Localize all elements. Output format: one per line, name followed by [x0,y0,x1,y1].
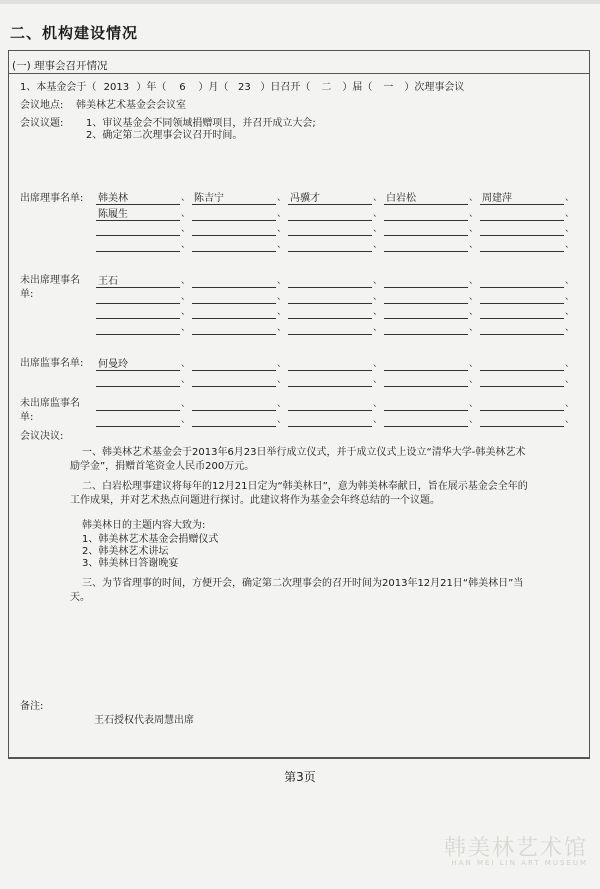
name-cell [192,373,288,387]
person-name: 冯骥才 [290,193,320,204]
intro-text: ）月（ [198,82,229,93]
name-cell [96,321,192,335]
name-underline [192,204,276,205]
name-underline [288,251,372,252]
name-row [96,413,580,427]
present-supervisors-label: 出席监事名单: [20,358,84,369]
name-separator: 、 [564,374,574,385]
name-separator: 、 [564,359,574,369]
name-cell [384,207,480,221]
topics-label: 会议议题: [20,118,64,129]
subsection-title: (一) 理事会召开情况 [12,60,108,72]
name-underline [480,318,564,319]
absent-supervisors-label: 未出席监事名单: [20,398,80,423]
location-label: 会议地点: [20,100,64,111]
intro-text: 1、本基金会于（ [20,82,97,93]
watermark-en: HAN MEI LIN ART MUSEUM [451,859,588,867]
topic-item: 2、确定第二次理事会议召开时间。 [86,130,243,141]
name-cell [384,305,480,319]
name-separator: 、 [180,208,190,219]
name-separator: 、 [372,193,382,203]
name-underline [384,370,468,371]
name-underline [480,370,564,371]
name-separator: 、 [276,322,286,333]
name-underline [96,235,180,236]
name-underline [480,235,564,236]
name-cell [384,274,480,288]
name-underline [96,287,180,288]
name-underline [288,334,372,335]
name-separator: 、 [468,276,478,286]
name-separator: 、 [564,414,574,425]
name-cell [192,222,288,236]
name-cell [480,238,576,252]
name-separator: 、 [180,322,190,333]
name-row [96,274,580,288]
name-underline [480,287,564,288]
absent-directors-label: 未出席理事名单: [20,275,80,300]
name-row [96,357,580,371]
name-separator: 、 [468,307,478,317]
name-cell [384,222,480,236]
page-number: 第3页 [284,770,316,784]
name-separator: 、 [276,239,286,250]
name-cell [384,238,480,252]
name-cell [288,305,384,319]
name-cell [480,207,576,221]
name-row [96,238,580,252]
intro-text: ）日召开（ [260,82,311,93]
name-row [96,321,580,335]
name-separator: 、 [372,399,382,409]
name-separator: 、 [180,224,190,234]
person-name: 陈履生 [98,208,128,220]
name-row [96,305,580,319]
name-underline [288,287,372,288]
name-cell [192,290,288,304]
meeting-day: 23 [238,82,251,93]
name-cell [288,413,384,427]
name-cell [480,413,576,427]
name-separator: 、 [372,359,382,369]
name-underline [480,386,564,387]
name-separator: 、 [468,239,478,250]
name-separator: 、 [180,374,190,385]
name-underline [384,334,468,335]
name-cell [480,321,576,335]
name-cell [480,274,576,288]
name-cell [192,305,288,319]
name-row [96,207,580,221]
name-underline [192,370,276,371]
name-separator: 、 [372,239,382,250]
resolution-1: 一、韩美林艺术基金会于2013年6月23日举行成立仪式，并于成立仪式上设立“清华大学-韩美林艺术励学金”，捐赠首笔资金人民币200万元。 [70,447,526,472]
resolutions-label: 会议决议: [20,431,64,442]
resolution-2-intro: 韩美林日的主题内容大致为: [82,520,206,531]
resolution-2-item: 3、韩美林日答谢晚宴 [82,558,179,569]
name-separator: 、 [564,224,574,234]
name-cell [288,238,384,252]
name-separator: 、 [180,307,190,317]
name-underline [96,303,180,304]
name-underline [480,204,564,205]
name-separator: 、 [180,359,190,369]
name-separator: 、 [180,399,190,409]
name-underline [96,426,180,427]
name-separator: 、 [372,307,382,317]
museum-watermark [438,831,588,871]
name-cell [384,321,480,335]
name-underline [480,251,564,252]
person-name: 王石 [98,276,118,287]
name-separator: 、 [468,374,478,385]
watermark-cn: 韩美林艺术馆 [443,836,588,861]
person-name: 白岩松 [386,193,416,204]
name-separator: 、 [180,193,190,203]
name-cell [192,357,288,371]
name-cell [384,191,480,205]
name-separator: 、 [468,208,478,219]
name-cell [96,357,192,371]
name-cell [288,274,384,288]
name-underline [288,318,372,319]
name-separator: 、 [276,224,286,234]
name-cell [96,207,192,221]
meeting-year: 2013 [103,82,130,93]
name-underline [480,303,564,304]
name-cell [480,290,576,304]
name-cell [96,305,192,319]
name-separator: 、 [468,399,478,409]
name-cell [288,290,384,304]
name-cell [288,321,384,335]
present-directors-label: 出席理事名单: [20,193,84,204]
name-underline [96,386,180,387]
name-separator: 、 [564,239,574,250]
name-underline [96,410,180,411]
name-row [96,290,580,304]
section-title: 二、机构建设情况 [10,24,139,42]
name-underline [384,220,468,221]
name-underline [288,204,372,205]
name-separator: 、 [372,322,382,333]
name-underline [384,386,468,387]
name-underline [96,318,180,319]
name-separator: 、 [180,239,190,250]
meeting-month: 6 [179,82,186,93]
name-underline [480,426,564,427]
name-cell [96,222,192,236]
resolution-2-item: 1、韩美林艺术基金会捐赠仪式 [82,534,219,545]
name-cell [384,290,480,304]
intro-text: ）年（ [136,82,167,93]
location-value: 韩美林艺术基金会会议室 [76,100,186,111]
name-cell [96,290,192,304]
name-cell [192,321,288,335]
name-separator: 、 [564,208,574,219]
topic-item: 1、审议基金会不同领域捐赠项目，并召开成立大会; [86,118,316,129]
name-separator: 、 [276,374,286,385]
name-separator: 、 [372,414,382,425]
name-separator: 、 [372,291,382,302]
name-cell [288,397,384,411]
remarks-value: 王石授权代表周慧出席 [94,715,194,726]
name-separator: 、 [564,276,574,286]
name-separator: 、 [564,193,574,203]
name-cell [96,191,192,205]
name-separator: 、 [468,291,478,302]
name-separator: 、 [276,276,286,286]
name-cell [192,238,288,252]
name-separator: 、 [564,307,574,317]
name-separator: 、 [180,276,190,286]
resolution-2: 二、白岩松理事建议将每年的12月21日定为“韩美林日”，意为韩美林奉献日，旨在展示基金会全年的工作成果，并对艺术热点问题进行探讨。此建议将作为基金会年终总结的一个议题。 [70,481,528,506]
name-underline [192,334,276,335]
name-underline [96,370,180,371]
name-underline [192,303,276,304]
name-underline [192,318,276,319]
name-underline [384,318,468,319]
name-separator: 、 [276,307,286,317]
name-underline [480,334,564,335]
name-row [96,191,580,205]
name-separator: 、 [468,359,478,369]
name-cell [192,191,288,205]
name-underline [384,235,468,236]
person-name: 韩美林 [98,193,128,204]
name-cell [384,413,480,427]
name-cell [288,357,384,371]
meeting-intro [20,81,464,95]
intro-text: ）次理事会议 [404,82,465,93]
name-cell [384,373,480,387]
name-underline [384,410,468,411]
name-separator: 、 [372,224,382,234]
name-underline [96,251,180,252]
person-name: 周建萍 [482,193,512,204]
name-cell [96,413,192,427]
name-separator: 、 [276,399,286,409]
name-underline [288,303,372,304]
name-cell [384,357,480,371]
name-separator: 、 [276,359,286,369]
name-cell [192,274,288,288]
name-cell [96,373,192,387]
name-cell [96,274,192,288]
page-top-edge [0,0,600,4]
name-underline [96,334,180,335]
name-cell [480,373,576,387]
resolution-2-item: 2、韩美林艺术讲坛 [82,546,169,557]
name-underline [288,220,372,221]
name-separator: 、 [180,291,190,302]
name-underline [480,410,564,411]
name-separator: 、 [468,414,478,425]
name-underline [480,220,564,221]
name-underline [288,386,372,387]
name-underline [384,426,468,427]
remarks-label: 备注: [20,701,44,712]
resolution-3: 三、为节省理事的时间，方便开会，确定第二次理事会的召开时间为2013年12月21日“韩美林日”当天。 [70,578,524,603]
name-separator: 、 [468,193,478,203]
name-separator: 、 [564,399,574,409]
name-underline [192,410,276,411]
name-cell [480,305,576,319]
name-underline [384,204,468,205]
name-cell [288,191,384,205]
name-cell [480,222,576,236]
name-cell [288,373,384,387]
intro-text: ）届（ [342,82,373,93]
name-separator: 、 [372,374,382,385]
name-cell [96,397,192,411]
name-cell [288,222,384,236]
name-underline [384,303,468,304]
name-separator: 、 [564,291,574,302]
name-underline [192,426,276,427]
name-underline [192,287,276,288]
name-row [96,373,580,387]
name-underline [288,426,372,427]
name-cell [288,207,384,221]
name-underline [192,386,276,387]
name-underline [384,287,468,288]
name-underline [288,370,372,371]
name-cell [480,397,576,411]
name-underline [288,235,372,236]
name-separator: 、 [276,291,286,302]
name-cell [192,413,288,427]
name-separator: 、 [276,208,286,219]
name-cell [192,207,288,221]
name-separator: 、 [468,224,478,234]
name-cell [192,397,288,411]
subsection-divider [8,73,590,74]
name-separator: 、 [372,208,382,219]
name-underline [192,251,276,252]
name-row [96,222,580,236]
name-underline [384,251,468,252]
name-separator: 、 [372,276,382,286]
name-cell [480,357,576,371]
name-cell [480,191,576,205]
meeting-term: 二 [321,82,332,93]
name-underline [288,410,372,411]
meeting-session: 一 [383,82,394,93]
name-underline [192,235,276,236]
person-name: 何曼玲 [98,359,128,370]
name-separator: 、 [276,193,286,203]
name-separator: 、 [180,414,190,425]
name-separator: 、 [564,322,574,333]
person-name: 陈吉宁 [194,193,224,204]
name-row [96,397,580,411]
name-cell [96,238,192,252]
name-separator: 、 [468,322,478,333]
name-cell [384,397,480,411]
footer-divider [8,758,590,759]
name-underline [192,220,276,221]
name-separator: 、 [276,414,286,425]
name-underline [96,220,180,221]
